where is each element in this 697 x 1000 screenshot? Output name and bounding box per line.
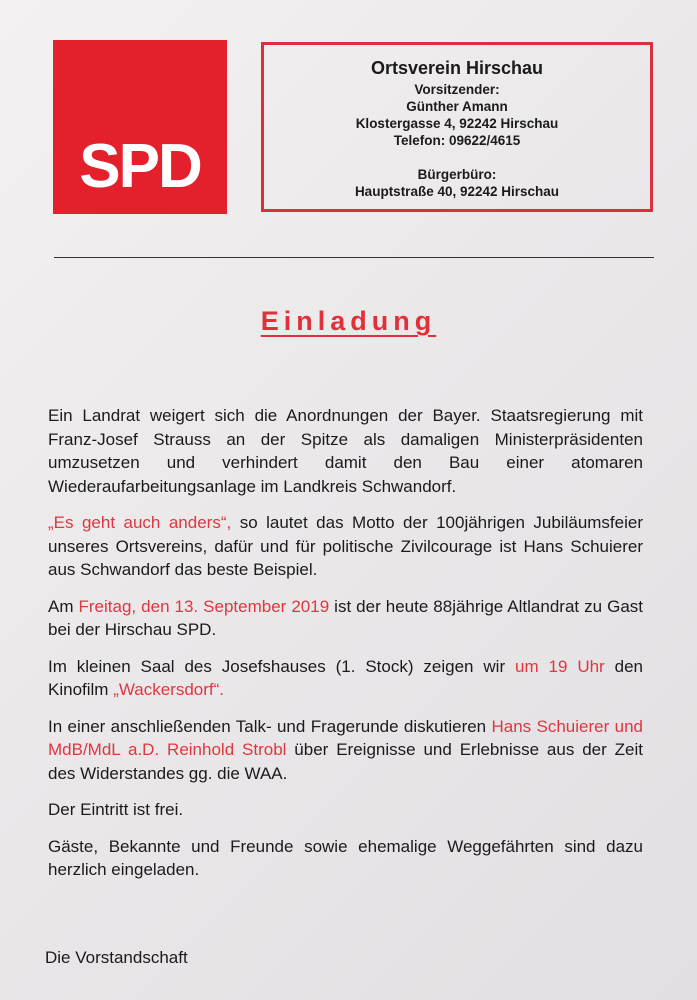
office-address: Hauptstraße 40, 92242 Hirschau xyxy=(354,184,560,199)
divider-line xyxy=(54,257,654,258)
paragraph-4: Im kleinen Saal des Josefshauses (1. Stock) zeigen wir um 19 Uhr den Kinofilm „Wackersdorf“. xyxy=(48,656,643,699)
logo-text: SPD xyxy=(79,132,201,201)
chair-name: Günther Amann xyxy=(406,99,508,114)
title-text: Einladung xyxy=(260,306,437,336)
speakers: Hans Schuierer und MdB/MdL a.D. Reinhold Strobl xyxy=(48,716,643,759)
page-title xyxy=(0,306,697,337)
invitation-body xyxy=(48,404,643,895)
motto-text: „Es geht auch anders“, xyxy=(48,513,232,532)
chair-label: Vorsitzender: xyxy=(414,82,500,97)
paragraph-2: „Es geht auch anders“, so lautet das Motto der 100jährigen Jubiläumsfeier unseres Ortsvereins, dafür und für politische Zivilcourage ist Hans Schuierer aus Schwandorf das beste Beispiel. xyxy=(48,513,644,579)
spd-logo xyxy=(53,40,227,214)
signature: Die Vorstandschaft xyxy=(45,948,188,967)
film-title: „Wackersdorf“. xyxy=(113,680,225,699)
org-name: Ortsverein Hirschau xyxy=(370,58,544,78)
office-label: Bürgerbüro: xyxy=(417,167,497,182)
chair-address: Klostergasse 4, 92242 Hirschau xyxy=(355,116,559,131)
event-time: um 19 Uhr xyxy=(515,656,605,676)
event-date: Freitag, den 13. September 2019 xyxy=(78,596,330,616)
paragraph-5: In einer anschließenden Talk- und Fragerunde diskutieren Hans Schuierer und MdB/MdL a.D. Reinhold Strobl über Ereignisse und Erlebnisse aus der Zeit des Widerstandes gg. die WAA. xyxy=(48,716,644,783)
paragraph-1: Ein Landrat weigert sich die Anordnungen der Bayer. Staatsregierung mit Franz-Josef Strauss an der Spitze als damaligen Ministerpräsidenten umzusetzen und verhindert damit den Bau einer atomaren Wiederaufarbeitungsanlage im Landkreis Schwandorf. xyxy=(48,406,643,496)
paragraph-6: Der Eintritt ist frei. xyxy=(48,800,184,819)
paragraph-7: Gäste, Bekannte und Freunde sowie ehemalige Weggefährten sind dazu herzlich eingeladen. xyxy=(48,836,643,879)
paragraph-3: Am Freitag, den 13. September 2019 ist der heute 88jährige Altlandrat zu Gast bei der Hirschau SPD. xyxy=(48,596,643,639)
contact-box xyxy=(261,42,653,212)
chair-phone: Telefon: 09622/4615 xyxy=(393,133,521,148)
